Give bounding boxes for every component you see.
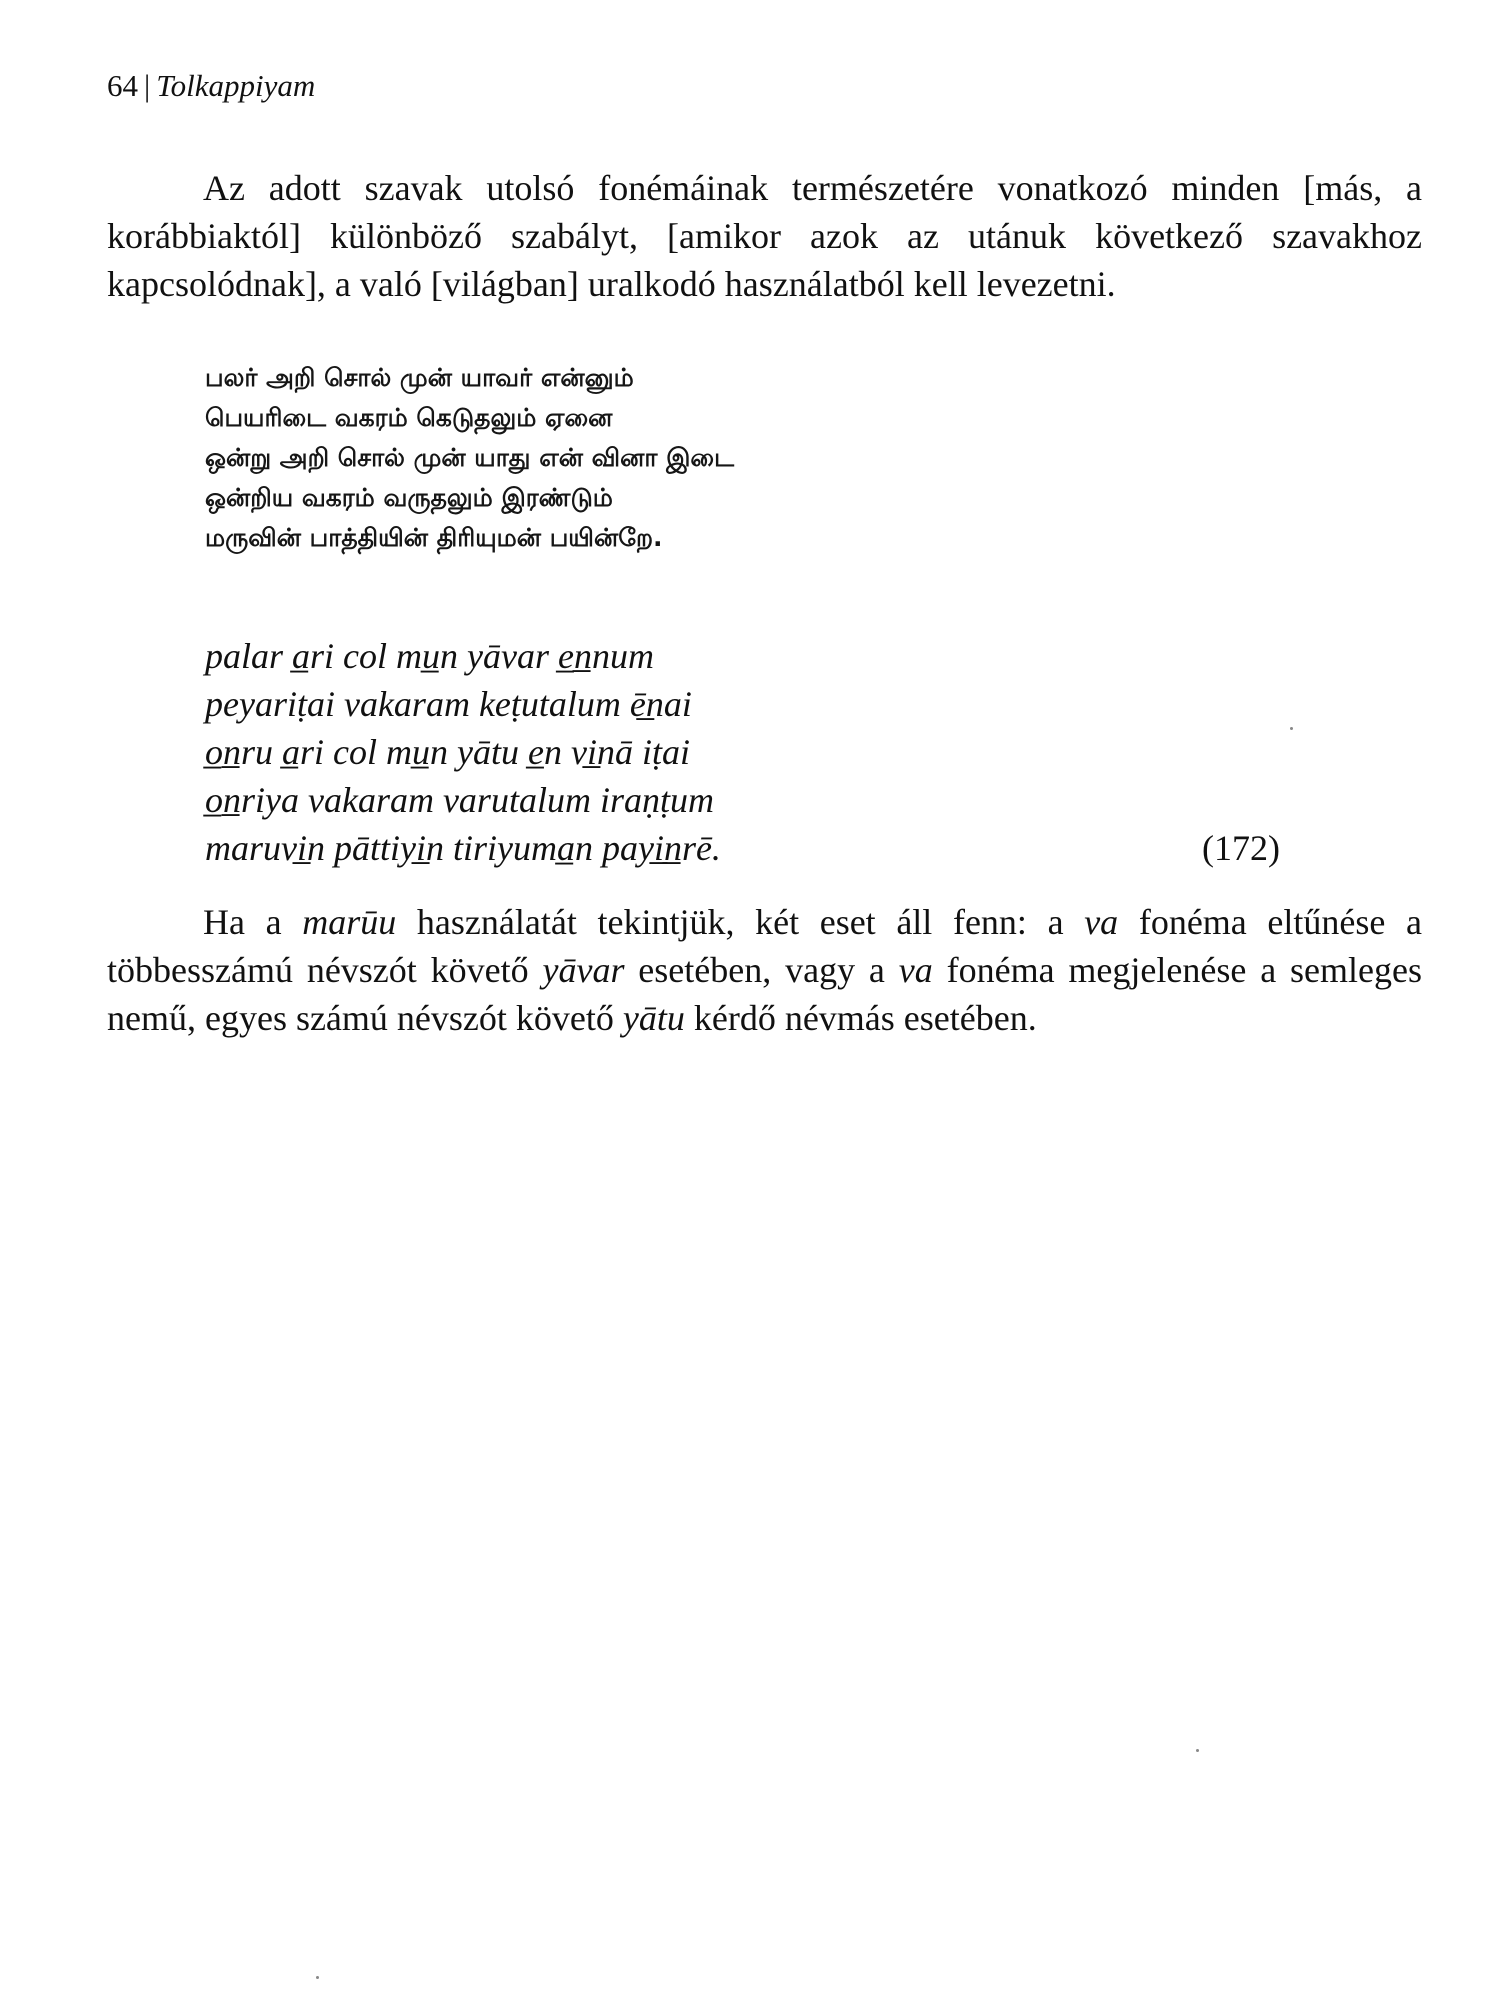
- header-separator: |: [144, 68, 151, 103]
- transliteration-line: maruvi̲n pāttiyi̲n tiriyuma̲n payi̲n̲rē.: [205, 828, 721, 868]
- tamil-verse-line: பெயரிடை வகரம் கெடுதலும் ஏனை: [205, 403, 613, 432]
- tamil-verse-line: ஒன்றிய வகரம் வருதலும் இரண்டும்: [205, 483, 613, 512]
- verse-number: (172): [1202, 828, 1280, 868]
- running-head: [107, 70, 315, 101]
- commentary-text: használatát tekintjük, két eset áll fenn: a: [396, 902, 1085, 942]
- tamil-verse: [205, 358, 734, 558]
- commentary-text: fonéma eltűnése a többesszámú névszót követő: [107, 902, 1422, 990]
- transliteration-line: peyariṭai vakaram keṭutalum ē̲nai: [205, 684, 692, 724]
- paragraph-commentary: [107, 898, 1422, 1042]
- transliterated-verse: [205, 632, 721, 872]
- page-number: 64: [107, 68, 138, 103]
- transliteration-line: palar a̲ri col mu̲n yāvar e̲n̲num: [205, 636, 654, 676]
- commentary-text: fonéma megjelenése a semleges nemű, egyes számú névszót követő: [107, 950, 1422, 1038]
- commentary-text: kérdő névmás esetében.: [684, 998, 1037, 1038]
- tamil-verse-line: ஒன்று அறி சொல் முன் யாது என் வினா இடை: [205, 443, 734, 472]
- term-va: va: [898, 950, 933, 990]
- transliteration-line: o̲n̲ru a̲ri col mu̲n yātu e̲n vi̲nā iṭai: [205, 732, 690, 772]
- term-va: va: [1084, 902, 1119, 942]
- term-yatu: yātu: [622, 998, 685, 1038]
- scan-speck: [1290, 727, 1293, 730]
- commentary-text: Ha a: [203, 902, 303, 942]
- paragraph-intro: Az adott szavak utolsó fonémáinak természetére vonatkozó minden [más, a korábbiaktól] különböző szabályt, [amikor azok az utánuk következő szavakhoz kapcsolódnak], a való [világban] uralkodó használatból kell levezetni.: [107, 168, 1422, 304]
- book-title: Tolkappiyam: [156, 68, 316, 103]
- scan-speck: [1196, 1749, 1199, 1752]
- scan-speck: [316, 1976, 319, 1979]
- tamil-verse-line: மருவின் பாத்தியின் திரியுமன் பயின்றே.: [205, 523, 663, 552]
- commentary-text: esetében, vagy a: [624, 950, 899, 990]
- transliteration-line: o̲n̲riya vakaram varutalum iraṇṭum: [205, 780, 714, 820]
- term-maruu: marūu: [302, 902, 397, 942]
- term-yavar: yāvar: [542, 950, 625, 990]
- tamil-verse-line: பலர் அறி சொல் முன் யாவர் என்னும்: [205, 363, 634, 392]
